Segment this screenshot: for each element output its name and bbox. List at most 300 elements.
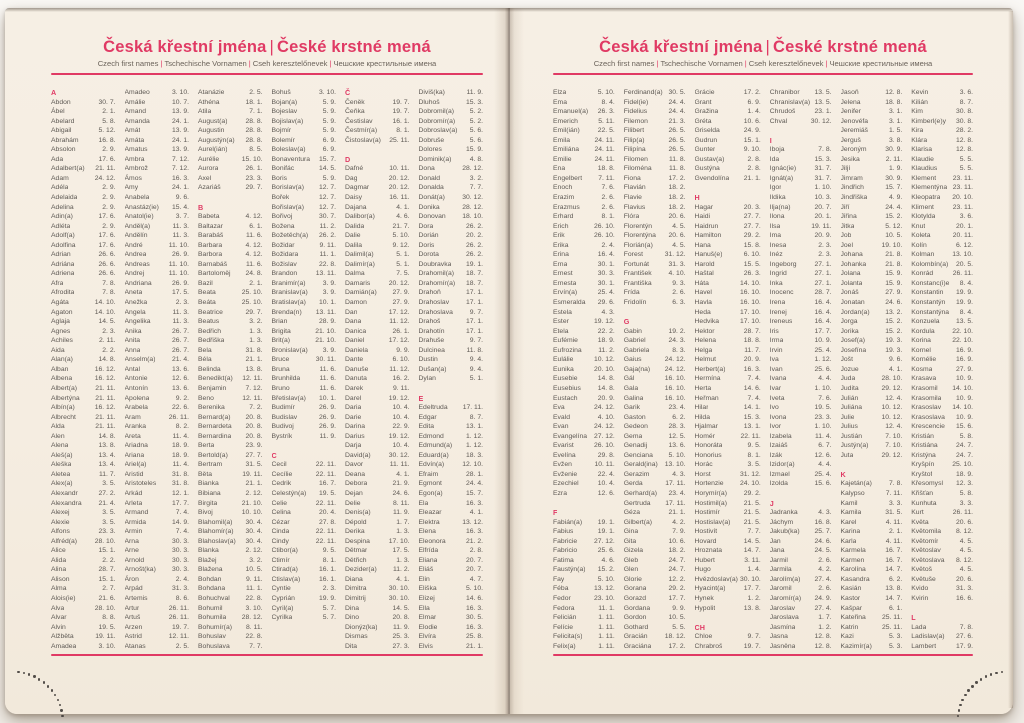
name-label: Ivona (769, 413, 787, 421)
name-label: Eliana (418, 556, 438, 564)
name-label: Flavie (623, 194, 642, 202)
name-entry (695, 241, 761, 251)
name-label: Hvězdoslav(a) (694, 575, 738, 583)
nameday-date: 5. 2. (469, 108, 483, 116)
name-label: Kazi (840, 633, 854, 641)
nameday-date: 5. 1. (469, 375, 483, 383)
name-label: Gunter (694, 146, 716, 154)
name-entry (695, 556, 761, 566)
nameday-date: 4. 3. (601, 308, 615, 316)
name-label: Esmeralda (553, 299, 586, 307)
name-entry (770, 260, 832, 270)
nameday-date: 11. 11. (389, 461, 410, 469)
name-label: Cyril(a) (271, 604, 294, 612)
name-entry (198, 594, 263, 604)
nameday-date: 28. 10. (94, 604, 116, 612)
name-label: Jeremiáš (840, 127, 869, 135)
nameday-date: 15. 2. (597, 566, 615, 574)
name-label: Elin (418, 575, 430, 583)
name-entry (911, 594, 973, 604)
nameday-date: 25. 3. (392, 633, 410, 641)
name-label: Ervín(a) (553, 289, 578, 297)
nameday-date: 11. 7. (744, 346, 761, 354)
name-label: Herta (694, 384, 712, 392)
nameday-date: 19. 12. (388, 432, 410, 440)
nameday-date: 16. 10. (664, 394, 686, 402)
name-entry (198, 155, 263, 165)
section-letter (51, 88, 116, 98)
nameday-date: 2. 5. (249, 89, 263, 96)
name-label: Jana (769, 547, 785, 555)
nameday-date: 24. 12. (593, 423, 615, 431)
name-entry (624, 451, 686, 461)
nameday-date: 4. 11. (885, 537, 903, 545)
nameday-date: 24. 12. (664, 356, 686, 364)
nameday-date: 11. 6. (319, 384, 336, 392)
name-entry (272, 212, 337, 222)
nameday-date: 20. 8. (392, 614, 410, 622)
name-entry (345, 508, 410, 518)
nameday-date: 11. 9. (466, 89, 483, 96)
nameday-date: 4. 10. (597, 413, 615, 421)
name-label: Erazmus (553, 203, 580, 211)
name-label: Bojmír (271, 127, 292, 135)
name-entry (125, 279, 190, 289)
name-entry (419, 308, 484, 318)
nameday-date: 4. 11. (885, 518, 903, 526)
nameday-date: 13. 1. (465, 423, 483, 431)
name-label: Filomen (623, 155, 648, 163)
name-entry (624, 88, 686, 98)
name-label: Ivo (769, 404, 779, 412)
name-entry (198, 374, 263, 384)
name-entry (841, 413, 903, 423)
nameday-date: 31. 3. (668, 260, 686, 268)
nameday-date: 16. 4. (814, 318, 832, 326)
name-label: Kleopatra (911, 194, 941, 202)
name-label: Edmond (418, 432, 444, 440)
nameday-date: 30. 8. (955, 108, 973, 116)
name-label: Karmela (840, 547, 866, 555)
name-entry (272, 565, 337, 575)
name-label: Anselm(a) (124, 356, 156, 364)
name-entry (770, 537, 832, 547)
name-label: Ernesta (553, 279, 577, 287)
subtitle-segment: Czech first names (97, 59, 159, 68)
nameday-date: 6. 10. (392, 356, 410, 364)
name-entry (841, 556, 903, 566)
name-entry (841, 126, 903, 136)
name-entry (345, 613, 410, 623)
nameday-date: 19. 11. (95, 633, 116, 641)
name-label: Aurora (198, 165, 219, 173)
nameday-date: 24. 3. (668, 337, 686, 345)
name-label: Klement (911, 174, 937, 182)
name-entry (272, 193, 337, 203)
name-label: Daniela (345, 346, 369, 354)
name-entry (419, 336, 484, 346)
empty-row (770, 489, 832, 499)
name-entry (770, 145, 832, 155)
nameday-date: 13. 10. (952, 251, 973, 259)
name-label: Alena (51, 442, 69, 450)
name-label: Ladislav(a) (911, 633, 945, 641)
nameday-date: 30. 4. (245, 528, 263, 536)
nameday-date: 19. 10. (881, 241, 903, 249)
name-label: Kasandra (840, 575, 870, 583)
name-label: Brit(a) (271, 337, 291, 345)
perforation-dot (957, 715, 959, 717)
nameday-date: 3. 10. (171, 89, 189, 96)
nameday-date: 2. 11. (98, 337, 116, 345)
name-column (841, 88, 903, 651)
name-entry (419, 518, 484, 528)
name-label: Kateřina (840, 614, 866, 622)
name-label: Jaromil (769, 585, 792, 593)
name-label: Bertram (198, 461, 223, 469)
name-label: Drahomil(a) (418, 270, 455, 278)
name-entry (51, 604, 116, 614)
name-label: Jimram (840, 174, 863, 182)
name-entry (345, 107, 410, 117)
section-letter (345, 88, 410, 98)
nameday-date: 26. 6. (98, 260, 116, 268)
name-label: Elvíra (418, 633, 436, 641)
nameday-date: 20. 6. (955, 518, 973, 526)
name-entry (841, 432, 903, 442)
nameday-date: 6. 3. (672, 299, 686, 307)
name-entry (125, 432, 190, 442)
section-letter (695, 623, 761, 633)
empty-row (841, 460, 903, 470)
nameday-date: 12. 8. (814, 633, 832, 641)
nameday-date: 2. 12. (245, 489, 263, 497)
section-letter-label: J (769, 498, 774, 508)
name-label: Bojeslav (271, 108, 298, 116)
nameday-date: 11. 6. (245, 260, 263, 268)
nameday-date: 27. 12. (593, 432, 615, 440)
nameday-date: 3. 5. (102, 480, 116, 488)
name-entry (345, 279, 410, 289)
nameday-date: 27. 9. (885, 289, 903, 297)
name-entry (695, 518, 761, 528)
name-label: Gizela (623, 547, 644, 555)
nameday-date: 10. 1. (318, 299, 336, 307)
name-label: Irvin (769, 346, 783, 354)
name-entry (624, 537, 686, 547)
nameday-date: 10. 7. (171, 98, 189, 106)
nameday-date: 24. 6. (885, 299, 903, 307)
name-label: Gál (623, 375, 635, 383)
name-label: Arna (124, 537, 139, 545)
name-label: André (124, 241, 143, 249)
name-label: Hovard (694, 537, 717, 545)
nameday-date: 1. 11. (598, 633, 615, 641)
name-label: Judita (840, 384, 859, 392)
name-label: Ámos (124, 174, 142, 182)
name-label: Jarolím(a) (769, 575, 801, 583)
nameday-date: 16. 12. (94, 365, 116, 373)
nameday-date: 29. 12. (881, 451, 903, 459)
name-label: Aletea (51, 470, 71, 478)
name-entry (553, 336, 615, 346)
name-label: Květomila (911, 528, 942, 536)
nameday-date: 28. 9. (318, 318, 336, 326)
name-entry (345, 365, 410, 375)
name-label: Aranka (124, 423, 147, 431)
name-label: Fabricio (553, 547, 578, 555)
nameday-date: 31. 8. (171, 470, 189, 478)
name-entry (911, 279, 973, 289)
nameday-date: 7. 2. (249, 404, 263, 412)
nameday-date: 31. 8. (245, 346, 263, 354)
name-entry (272, 518, 337, 528)
nameday-date: 11. 8. (466, 346, 483, 354)
nameday-date: 30. 10. (388, 594, 410, 602)
name-entry (419, 623, 484, 633)
name-entry (841, 117, 903, 127)
name-entry (841, 374, 903, 384)
name-label: Dobromír(a) (418, 117, 456, 125)
name-entry (272, 250, 337, 260)
name-entry (911, 317, 973, 327)
nameday-date: 16. 8. (814, 518, 832, 526)
name-label: Andriana (124, 279, 152, 287)
name-entry (345, 355, 410, 365)
nameday-date: 12. 1. (171, 489, 189, 497)
name-entry (624, 604, 686, 614)
name-entry (419, 155, 484, 165)
nameday-date: 5. 10. (465, 585, 483, 593)
nameday-date: 14. 6. (743, 384, 761, 392)
name-entry (51, 413, 116, 423)
nameday-date: 19. 7. (171, 623, 189, 631)
nameday-date: 14. 5. (98, 318, 116, 326)
nameday-date: 7. 7. (469, 184, 483, 192)
name-label: Donalda (418, 184, 444, 192)
nameday-date: 8. 2. (175, 423, 189, 431)
name-label: Felix(a) (553, 642, 576, 650)
name-entry (51, 327, 116, 337)
name-entry (553, 288, 615, 298)
name-label: Gorana (623, 585, 647, 593)
name-label: Antonín (124, 384, 148, 392)
nameday-date: 4. 6. (601, 556, 615, 564)
nameday-date: 4. 3. (672, 470, 686, 478)
nameday-date: 15. 9. (465, 146, 483, 154)
name-column (911, 88, 973, 651)
name-entry (770, 575, 832, 585)
nameday-date: 30. 4. (245, 537, 263, 545)
name-label: Debora (345, 480, 368, 488)
nameday-date: 10. 4. (392, 404, 410, 412)
name-label: Daisy (345, 194, 362, 202)
nameday-date: 10. 12. (593, 356, 615, 364)
nameday-date: 7. 10. (885, 432, 903, 440)
name-entry (911, 565, 973, 575)
name-entry (695, 422, 761, 432)
name-entry (198, 451, 263, 461)
name-entry (198, 470, 263, 480)
name-label: Hedvika (694, 318, 720, 326)
name-label: Gabin (623, 327, 642, 335)
name-label: Griselda (694, 127, 720, 135)
nameday-date: 24. 4. (668, 108, 686, 116)
name-label: Božetěch(a) (271, 232, 309, 240)
name-label: Etela (553, 327, 569, 335)
name-label: Dimitrij (345, 594, 366, 602)
name-entry (345, 384, 410, 394)
name-label: Glen (623, 566, 639, 574)
name-entry (345, 298, 410, 308)
name-label: Anabela (124, 194, 150, 202)
name-label: Bratislav(a) (271, 299, 306, 307)
nameday-date: 11. 3. (172, 222, 189, 230)
nameday-date: 7. 12. (245, 384, 263, 392)
nameday-date: 15. 3. (743, 413, 761, 421)
name-entry (272, 527, 337, 537)
nameday-date: 6. 12. (955, 241, 973, 249)
name-label: Beatus (198, 318, 220, 326)
name-entry (51, 489, 116, 499)
name-entry (419, 174, 484, 184)
nameday-date: 11. 6. (245, 232, 263, 240)
perforation-dot (959, 704, 961, 706)
name-entry (841, 145, 903, 155)
name-label: Konstanc(i)e (911, 279, 950, 287)
nameday-date: 27. 4. (814, 575, 832, 583)
name-entry (770, 394, 832, 404)
name-label: Hermína (694, 375, 721, 383)
name-entry (841, 250, 903, 260)
name-entry (272, 508, 337, 518)
name-entry (770, 470, 832, 480)
nameday-date: 30. 9. (885, 146, 903, 154)
nameday-date: 17. 2. (668, 174, 686, 182)
name-entry (125, 623, 190, 633)
nameday-date: 5. 8. (959, 489, 973, 497)
nameday-date: 5. 9. (322, 117, 336, 125)
name-label: Karina (840, 528, 861, 536)
name-label: Adéla (51, 184, 69, 192)
name-entry (553, 489, 615, 499)
name-label: Katrin (840, 623, 859, 631)
name-label: Azariáš (198, 184, 221, 192)
name-entry (198, 308, 263, 318)
name-entry (911, 546, 973, 556)
name-entry (770, 604, 832, 614)
nameday-date: 8. 6. (175, 594, 189, 602)
nameday-date: 4. 8. (469, 155, 483, 163)
name-label: Enoch (553, 184, 573, 192)
nameday-date: 16. 10. (664, 384, 686, 392)
empty-row (272, 441, 337, 451)
name-entry (345, 346, 410, 356)
nameday-date: 11. 8. (668, 155, 686, 163)
nameday-date: 1. 9. (889, 165, 903, 173)
nameday-date: 10. 1. (318, 394, 336, 402)
name-label: Barnabáš (198, 260, 228, 268)
nameday-date: 16. 10. (664, 375, 686, 383)
nameday-date: 24. 12. (593, 404, 615, 412)
name-label: Jenovéfa (840, 117, 869, 125)
name-label: Dante (345, 356, 364, 364)
name-entry (198, 441, 263, 451)
name-entry (345, 413, 410, 423)
name-label: Jáchym (769, 518, 794, 526)
nameday-date: 15. 7. (318, 155, 336, 163)
nameday-date: 9. 11. (319, 241, 336, 249)
nameday-date: 30. 1. (597, 279, 615, 287)
nameday-date: 22. 9. (392, 423, 410, 431)
name-entry (624, 346, 686, 356)
name-label: August(a) (198, 117, 228, 125)
section-letter (695, 193, 761, 203)
nameday-date: 16. 9. (955, 346, 973, 354)
nameday-date: 23. 10. (593, 594, 615, 602)
name-entry (419, 556, 484, 566)
name-label: Amatus (124, 146, 148, 154)
name-label: Fedora (553, 604, 575, 612)
name-entry (51, 499, 116, 509)
name-label: Alfons (51, 528, 70, 536)
name-entry (841, 174, 903, 184)
nameday-date: 2. 9. (102, 184, 116, 192)
nameday-date: 17. 7. (814, 327, 832, 335)
nameday-date: 13. 1. (743, 423, 761, 431)
name-label: Alvin (51, 623, 66, 631)
name-entry (911, 164, 973, 174)
name-entry (695, 136, 761, 146)
name-label: Krasomil (911, 384, 938, 392)
name-label: Armida (124, 518, 147, 526)
name-entry (419, 403, 484, 413)
nameday-date: 31. 5. (885, 509, 903, 517)
name-entry (125, 384, 190, 394)
name-label: Edmund(a) (418, 442, 453, 450)
name-entry (419, 164, 484, 174)
name-entry (911, 231, 973, 241)
name-entry (51, 308, 116, 318)
name-entry (695, 642, 761, 652)
nameday-date: 1. 12. (465, 442, 483, 450)
name-entry (419, 365, 484, 375)
name-entry (911, 327, 973, 337)
name-entry (419, 584, 484, 594)
name-entry (125, 565, 190, 575)
name-entry (553, 260, 615, 270)
name-entry (198, 479, 263, 489)
nameday-date: 25. 10. (241, 289, 263, 297)
name-label: Arabela (124, 404, 148, 412)
name-label: Dajana (345, 203, 367, 211)
name-entry (770, 594, 832, 604)
nameday-date: 17. 1. (465, 327, 483, 335)
name-label: Budimír (271, 404, 295, 412)
name-entry (695, 546, 761, 556)
nameday-date: 28. 8. (245, 117, 263, 125)
name-label: Běta (198, 470, 212, 478)
nameday-date: 29. 8. (597, 451, 615, 459)
nameday-date: 19. 3. (885, 337, 903, 345)
nameday-date: 6. 9. (747, 98, 761, 106)
nameday-date: 15. 2. (885, 327, 903, 335)
name-entry (419, 642, 484, 652)
name-column (272, 88, 337, 651)
name-label: Armand (124, 509, 149, 517)
name-entry (419, 489, 484, 499)
nameday-date: 9. 5. (322, 547, 336, 555)
